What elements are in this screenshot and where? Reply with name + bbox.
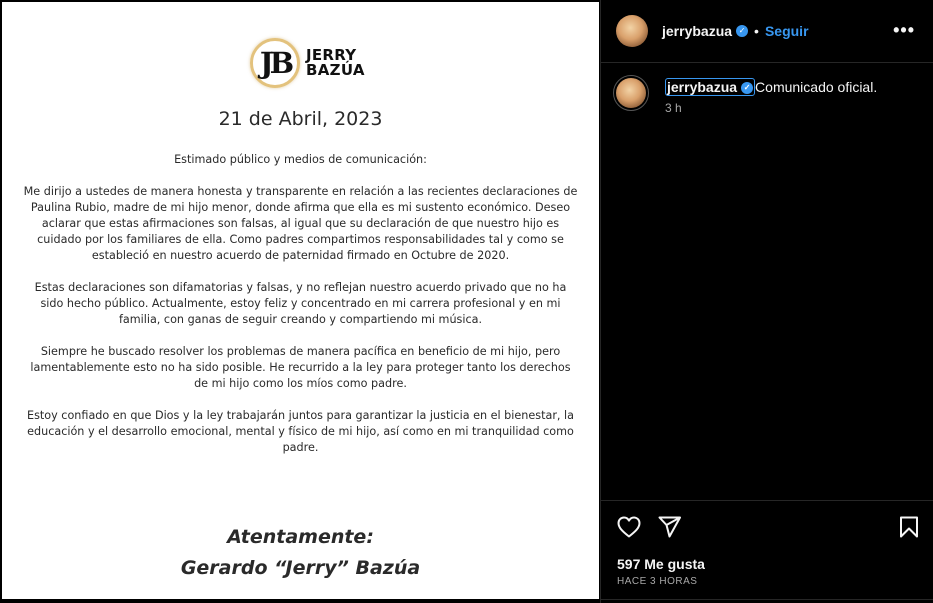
signature-block: [2, 522, 599, 584]
caption-username-link[interactable]: jerrybazua ✓: [665, 78, 755, 96]
post-image: [2, 2, 599, 599]
bookmark-icon[interactable]: [899, 516, 919, 543]
post-time-ago: HACE 3 HORAS: [617, 576, 698, 587]
logo-wordmark: [306, 48, 365, 78]
signoff: Atentamente:: [227, 526, 374, 548]
statement-date: 21 de Abril, 2023: [218, 108, 383, 130]
more-options-icon[interactable]: •••: [893, 20, 915, 40]
statement-greeting: Estimado público y medios de comunicación:: [174, 153, 427, 166]
avatar[interactable]: [616, 15, 648, 47]
separator-dot: •: [754, 23, 759, 39]
post-actions: [601, 500, 933, 600]
caption-text: Comunicado oficial.: [755, 79, 878, 95]
logo-monogram: JB: [250, 38, 300, 88]
logo-line1: JERRY: [306, 46, 357, 64]
signature: Gerardo “Jerry” Bazúa: [180, 557, 421, 579]
follow-button[interactable]: Seguir: [764, 23, 809, 39]
logo-line2: BAZÚA: [306, 61, 365, 79]
statement-paragraph: Siempre he buscado resolver los problemas de manera pacífica en beneficio de mi hijo, pero lamentablemente esto no ha sido posible. He recurrido a la ley para proteger tanto los derechos de mi hijo como los míos como padre.: [30, 345, 571, 390]
verified-badge-icon: ✓: [741, 82, 753, 94]
header-username[interactable]: jerrybazua: [662, 23, 733, 39]
caption: [601, 63, 933, 115]
share-icon[interactable]: [658, 516, 682, 543]
likes-count[interactable]: 597 Me gusta: [617, 556, 705, 572]
caption-time[interactable]: 3 h: [665, 101, 682, 115]
statement-paragraph: Estas declaraciones son difamatorias y falsas, y no reflejan nuestro acuerdo privado que no ha sido hecho público. Actualmente, estoy feliz y concentrado en mi carrera profesional y en mi familia, con ganas de seguir creando y compartiendo mi música.: [34, 281, 567, 326]
caption-avatar[interactable]: [613, 75, 649, 111]
verified-badge-icon: ✓: [736, 25, 748, 37]
heart-icon[interactable]: [617, 516, 641, 543]
statement-body: [22, 152, 579, 472]
brand-logo: [250, 38, 365, 88]
post-side-panel: [600, 0, 933, 603]
statement-paragraph: Estoy confiado en que Dios y la ley trabajarán juntos para garantizar la justicia en el bienestar, la educación y el desarrollo emocional, mental y físico de mi hijo, así como en mi tranquilidad como padre.: [27, 409, 574, 454]
caption-body: [665, 75, 877, 115]
statement-paragraph: Me dirijo a ustedes de manera honesta y transparente en relación a las recientes declaraciones de Paulina Rubio, madre de mi hijo menor, donde afirma que ella es mi sustento económico. Deseo aclarar que estas afirmaciones son falsas, al igual que su declaración de que nuestro hijo es cuidado por los familiares de ella. Como padres compartimos responsabilidades tal y como se estableció en nuestro acuerdo de paternidad firmado en Octubre de 2020.: [23, 185, 578, 262]
post-header: [601, 0, 933, 63]
